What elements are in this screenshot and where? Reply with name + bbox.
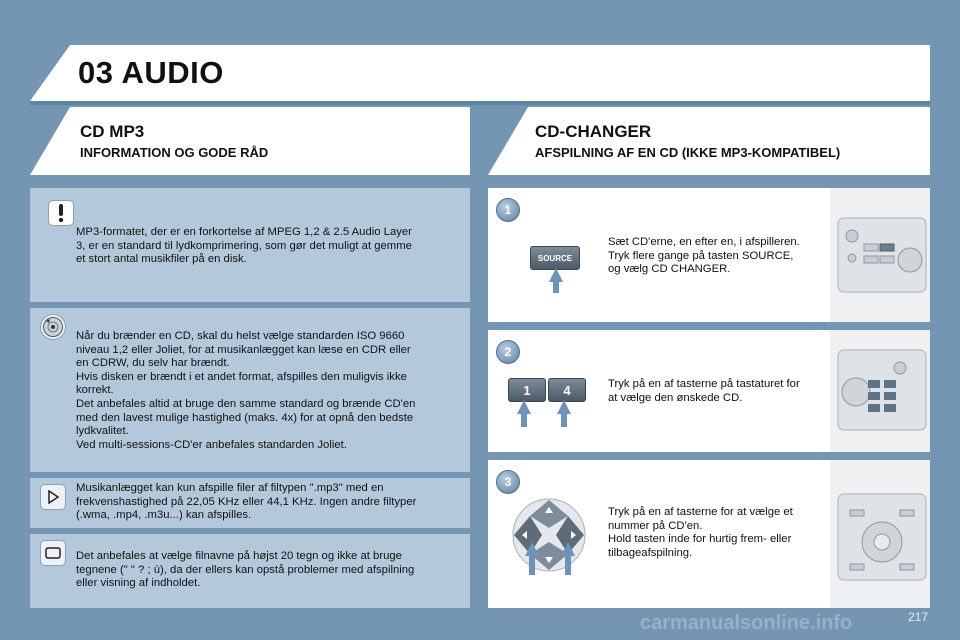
step-panel-3 bbox=[488, 460, 930, 608]
info-panel-burning bbox=[30, 308, 470, 472]
arrow-up-icon bbox=[517, 400, 531, 414]
info-text-filenames: Det anbefales at vælge filnavne på højst 20 tegn og ikke at bruge tegnene (" " ? ; ù), da der ellers kan opstå problemer med afspilning eller visning af indholdet. bbox=[76, 550, 415, 590]
arrow-stem bbox=[565, 555, 571, 575]
step-text-2: Tryk på en af tasterne på tastaturet for at vælge den ønskede CD. bbox=[608, 378, 800, 404]
arrow-stem bbox=[529, 555, 535, 575]
arrow-up-icon bbox=[549, 268, 563, 282]
info-text-mp3-format: MP3-formatet, der er en forkortelse af MPEG 1,2 & 2.5 Audio Layer 3, er en standard til lydkomprimering, som gør det muligt at gemme et stort antal musikfiler på en disk. bbox=[76, 226, 412, 266]
disc-icon bbox=[40, 314, 66, 340]
radio-illustration-2 bbox=[830, 330, 930, 452]
arrow-up-icon bbox=[561, 542, 575, 556]
step-number-1: 1 bbox=[496, 198, 520, 222]
arrow-stem bbox=[553, 281, 559, 293]
step-text-1: Sæt CD'erne, en efter en, i afspilleren. Tryk flere gange på tasten SOURCE, og vælg CD CHANGER. bbox=[608, 236, 800, 276]
right-section-subtitle: AFSPILNING AF EN CD (IKKE MP3-KOMPATIBEL) bbox=[535, 145, 841, 160]
radio-illustration-1 bbox=[830, 188, 930, 322]
direction-pad bbox=[510, 496, 588, 574]
page-title: 03 AUDIO bbox=[78, 55, 224, 90]
exclamation-icon bbox=[48, 200, 74, 226]
key-4: 4 bbox=[548, 378, 586, 402]
info-text-file-types: Musikanlægget kan kun afspille filer af filtypen ".mp3" med en frekvenshastighed på 22,05 KHz eller 44,1 KHz. Ingen andre filtyper (.wma, .mp4, .m3u...) kan afspilles. bbox=[76, 482, 417, 522]
info-panel-file-types bbox=[30, 478, 470, 528]
left-section-title: CD MP3 bbox=[80, 122, 145, 141]
page-number: 217 bbox=[907, 610, 928, 624]
step-number-2: 2 bbox=[496, 340, 520, 364]
note-icon bbox=[40, 540, 66, 566]
step-text-3: Tryk på en af tasterne for at vælge et nummer på CD'en. Hold tasten inde for hurtig frem- eller tilbageafspilning. bbox=[608, 506, 793, 559]
arrow-up-icon bbox=[525, 542, 539, 556]
arrow-stem bbox=[521, 413, 527, 427]
left-section-subtitle: INFORMATION OG GODE RÅD bbox=[80, 145, 269, 160]
header-corner bbox=[30, 45, 70, 101]
key-1: 1 bbox=[508, 378, 546, 402]
header-divider bbox=[30, 101, 930, 105]
radio-illustration-3 bbox=[830, 460, 930, 608]
source-key: SOURCE bbox=[530, 246, 580, 270]
step-number-3: 3 bbox=[496, 470, 520, 494]
play-icon bbox=[40, 484, 66, 510]
step-panel-1 bbox=[488, 188, 930, 322]
right-section-title: CD-CHANGER bbox=[535, 122, 652, 141]
info-text-burning: Når du brænder en CD, skal du helst vælge standarden ISO 9660 niveau 1,2 eller Joliet, for at musikanlægget kan læse en CDR eller en CDRW, du selv har brændt. Hvis disken er brændt i et andet format, afspilles den muligvis ikke korrekt. Det anbefales altid at bruge den samme standard og brænde CD'en med den lavest mulige hastighed (maks. 4x) for at opnå den bedste lydkvalitet. Ved multi-sessions-CD'er anbefales standarden Joliet. bbox=[76, 330, 416, 451]
watermark: carmanualsonline.info bbox=[640, 612, 853, 634]
info-panel-mp3-format bbox=[30, 188, 470, 302]
left-section-corner bbox=[30, 107, 70, 175]
step-panel-2 bbox=[488, 330, 930, 452]
right-section-corner bbox=[488, 107, 528, 175]
arrow-up-icon bbox=[557, 400, 571, 414]
info-panel-filenames bbox=[30, 534, 470, 608]
arrow-stem bbox=[561, 413, 567, 427]
